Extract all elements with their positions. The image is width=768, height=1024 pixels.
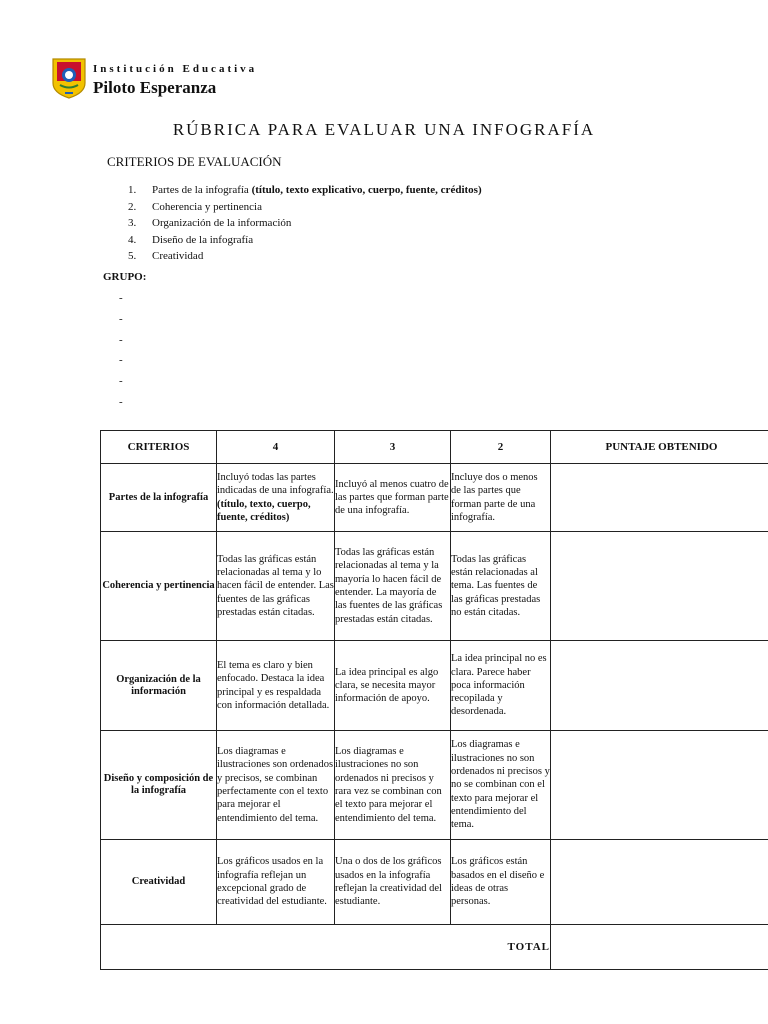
level-2-cell: Los gráficos están basados en el diseño e ideas de otras personas. xyxy=(451,840,551,925)
group-label: GRUPO: xyxy=(103,271,147,283)
group-member-line: - xyxy=(119,292,123,304)
criteria-heading: CRITERIOS DE EVALUACIÓN xyxy=(107,154,282,169)
total-row xyxy=(101,925,768,970)
header-score-2: 2 xyxy=(451,431,551,464)
score-input-cell[interactable] xyxy=(551,840,768,925)
level-2-cell: Los diagramas e ilustraciones no son ordenados ni precisos y no se combinan con el texto para mejorar el entendimiento del tema. xyxy=(451,731,551,840)
level-3-cell: Una o dos de los gráficos usados en la infografía reflejan la creatividad del estudiante. xyxy=(335,840,451,925)
score-input-cell[interactable] xyxy=(551,641,768,731)
criterion-cell: Diseño y composición de la infografía xyxy=(101,731,217,840)
group-member-line: - xyxy=(119,334,123,346)
group-member-line: - xyxy=(119,396,123,408)
criteria-item: 1. Partes de la infografía (título, texto explicativo, cuerpo, fuente, créditos) xyxy=(128,184,482,196)
criterion-cell: Coherencia y pertinencia xyxy=(101,532,217,641)
table-header-row xyxy=(101,431,768,464)
table-row xyxy=(101,840,768,925)
level-3-cell: La idea principal es algo clara, se necesita mayor información de apoyo. xyxy=(335,641,451,731)
level-4-cell: Todas las gráficas están relacionadas al tema y lo hacen fácil de entender. Las fuentes de las gráficas prestadas están citadas. xyxy=(217,532,335,641)
level-3-cell: Los diagramas e ilustraciones no son ordenados ni precisos y rara vez se combinan con el texto para mejorar el entendimiento del tema. xyxy=(335,731,451,840)
table-row xyxy=(101,641,768,731)
document-title: RÚBRICA PARA EVALUAR UNA INFOGRAFÍA xyxy=(172,120,596,139)
group-member-line: - xyxy=(119,354,123,366)
level-4-cell: Los gráficos usados en la infografía reflejan un excepcional grado de creatividad del estudiante. xyxy=(217,840,335,925)
criterion-cell: Partes de la infografía xyxy=(101,464,217,532)
header-score-4: 4 xyxy=(217,431,335,464)
level-2-cell: Todas las gráficas están relacionadas al tema. Las fuentes de las gráficas prestadas no están citadas. xyxy=(451,532,551,641)
level-4-cell: El tema es claro y bien enfocado. Destaca la idea principal y es respaldada con información detallada. xyxy=(217,641,335,731)
criteria-list xyxy=(128,182,482,265)
school-crest-logo xyxy=(51,57,87,99)
level-3-cell: Incluyó al menos cuatro de las partes que forman parte de una infografía. xyxy=(335,464,451,532)
header-score-3: 3 xyxy=(335,431,451,464)
level-4-cell: Los diagramas e ilustraciones son ordenados y precisos, se combinan perfectamente con el texto para mejorar el entendimiento del tema. xyxy=(217,731,335,840)
score-input-cell[interactable] xyxy=(551,532,768,641)
level-2-cell: La idea principal no es clara. Parece haber poca información recopilada y desordenada. xyxy=(451,641,551,731)
group-member-line: - xyxy=(119,313,123,325)
group-member-line: - xyxy=(119,375,123,387)
criteria-item: 3. Organización de la información xyxy=(128,217,292,229)
criterion-cell: Creatividad xyxy=(101,840,217,925)
criteria-item: 2. Coherencia y pertinencia xyxy=(128,200,262,213)
table-row xyxy=(101,464,768,532)
institution-label: Institución Educativa xyxy=(93,63,258,75)
header-puntaje: PUNTAJE OBTENIDO xyxy=(551,431,768,464)
institution-name: Piloto Esperanza xyxy=(93,78,217,97)
total-label: TOTAL xyxy=(101,925,551,970)
criterion-cell: Organización de la información xyxy=(101,641,217,731)
score-input-cell[interactable] xyxy=(551,464,768,532)
total-score-cell[interactable] xyxy=(551,925,768,970)
level-2-cell: Incluye dos o menos de las partes que forman parte de una infografía. xyxy=(451,464,551,532)
rubric-table xyxy=(100,430,768,970)
criteria-item: 5. Creatividad xyxy=(128,250,204,262)
level-4-cell: Incluyó todas las partes indicadas de una infografía. (título, texto, cuerpo, fuente, créditos) xyxy=(217,464,335,532)
score-input-cell[interactable] xyxy=(551,731,768,840)
header-criterios: CRITERIOS xyxy=(101,431,217,464)
table-row xyxy=(101,532,768,641)
table-row xyxy=(101,731,768,840)
criteria-item: 4. Diseño de la infografía xyxy=(128,233,254,246)
level-3-cell: Todas las gráficas están relacionadas al tema y la mayoría lo hacen fácil de entender. La mayoría de las fuentes de las gráficas prestadas están citadas. xyxy=(335,532,451,641)
